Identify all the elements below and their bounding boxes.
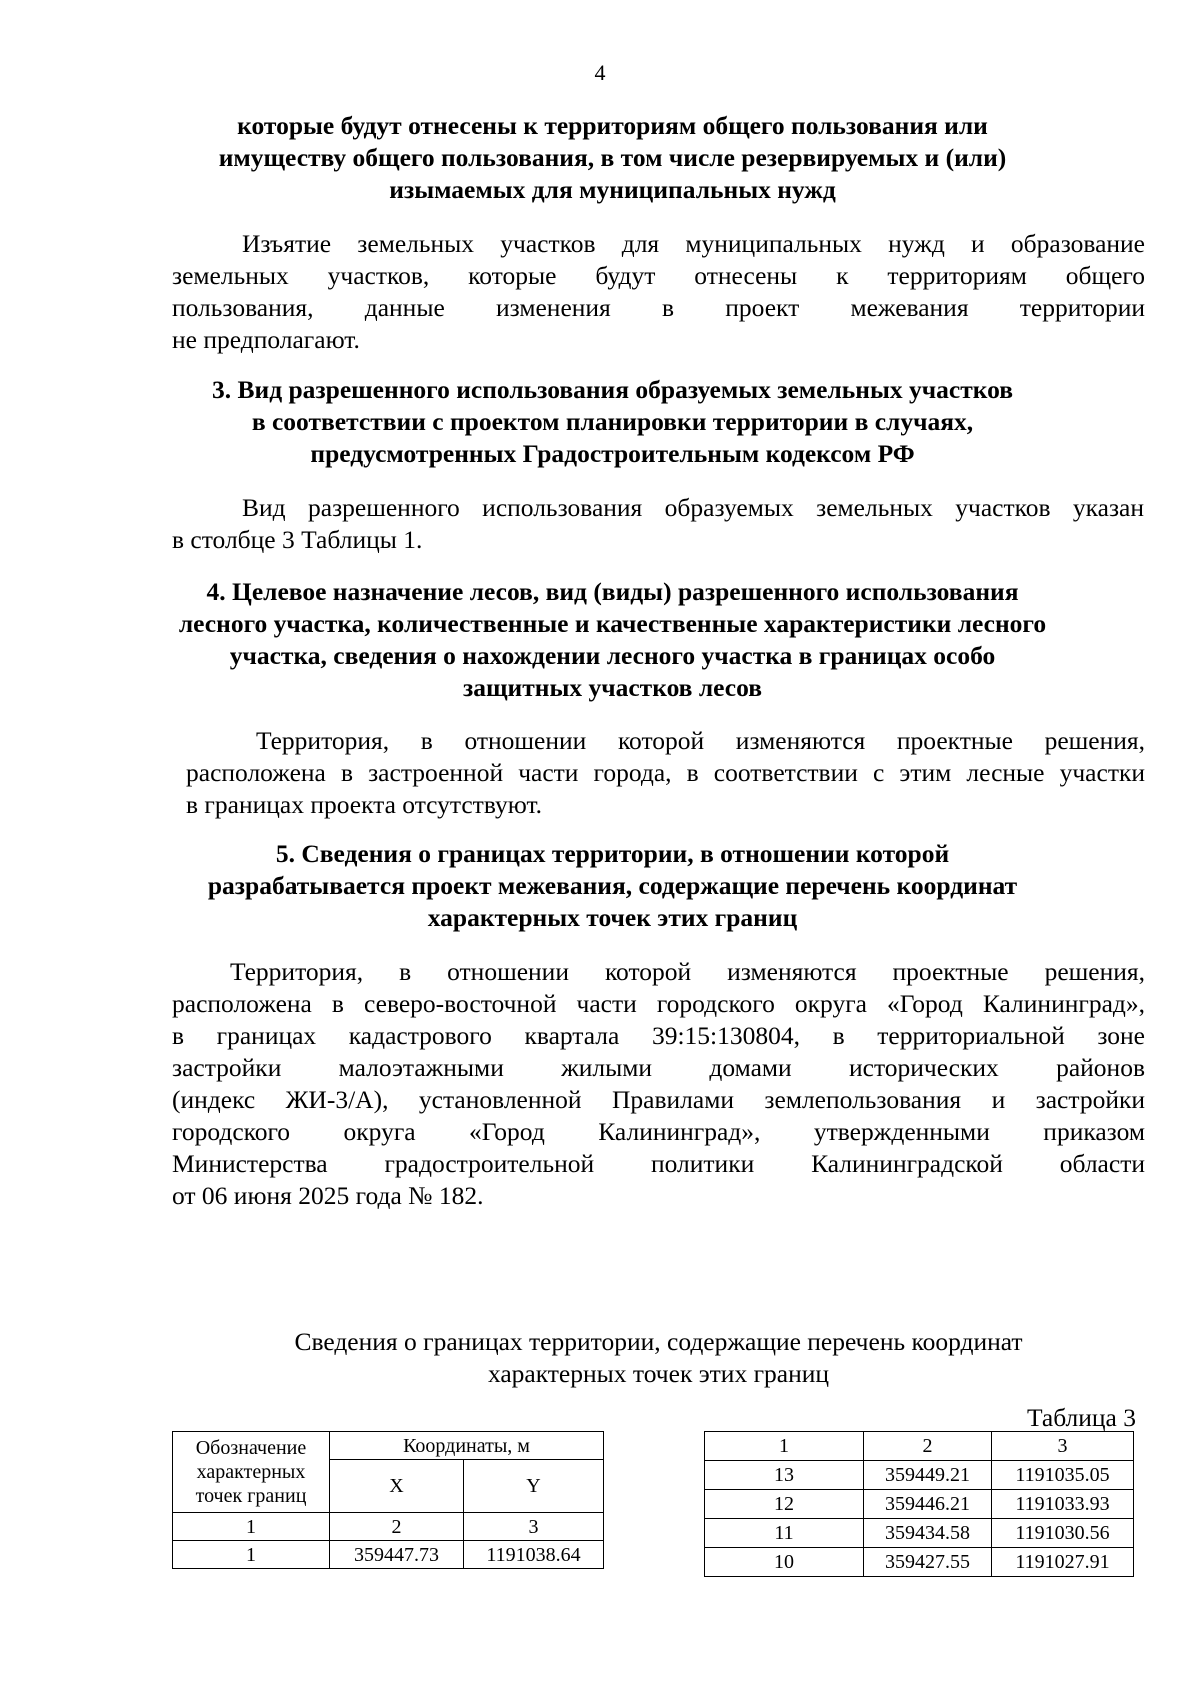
section-5-paragraph: [172, 956, 1145, 1212]
table-row: [173, 1541, 604, 1569]
y-value: 1191033.93: [992, 1490, 1134, 1519]
caption-line: характерных точек этих границ: [487, 1359, 830, 1388]
x-value: 359447.73: [330, 1541, 464, 1569]
y-value: 1191038.64: [464, 1541, 604, 1569]
point-id: 1: [173, 1541, 330, 1569]
table-row: [705, 1461, 1134, 1490]
section-4-paragraph: [186, 725, 1145, 821]
heading-line: разрабатывается проект межевания, содержащие перечень координат: [207, 871, 1018, 900]
point-id: 10: [705, 1548, 864, 1577]
header-y: Y: [464, 1460, 604, 1513]
point-id: 12: [705, 1490, 864, 1519]
column-number-row: [705, 1432, 1134, 1461]
header-line: точек границ: [195, 1485, 307, 1507]
x-value: 359427.55: [864, 1548, 992, 1577]
paragraph-line: Министерства градостроительной политики Калининградской области: [172, 1149, 1145, 1178]
point-id: 11: [705, 1519, 864, 1548]
column-number: 1: [173, 1513, 330, 1541]
column-number-row: [173, 1513, 604, 1541]
paragraph-line: от 06 июня 2025 года № 182.: [172, 1181, 484, 1210]
coordinates-table-left: [172, 1431, 604, 1569]
section-4-heading: [160, 576, 1065, 704]
paragraph-line: (индекс ЖИ-3/А), установленной Правилами землепользования и застройки: [172, 1085, 1145, 1114]
paragraph-line: земельных участков, которые будут отнесены к территориям общего: [172, 261, 1145, 290]
heading-line: 3. Вид разрешенного использования образуемых земельных участков: [212, 375, 1013, 404]
x-value: 359446.21: [864, 1490, 992, 1519]
paragraph-line: пользования, данные изменения в проект межевания территории: [172, 293, 1145, 322]
heading-line: характерных точек этих границ: [427, 903, 798, 932]
header-coordinates: Координаты, м: [330, 1432, 604, 1460]
table-row: [705, 1548, 1134, 1577]
paragraph-line: расположена в северо-восточной части городского округа «Город Калининград»,: [172, 989, 1145, 1018]
heading-line: которые будут отнесены к территориям общего пользования или: [237, 111, 988, 140]
y-value: 1191035.05: [992, 1461, 1134, 1490]
heading-line: 5. Сведения о границах территории, в отношении которой: [275, 839, 950, 868]
heading-line: имуществу общего пользования, в том числе резервируемых и (или): [218, 143, 1007, 172]
table-label: Таблица 3: [1026, 1403, 1136, 1432]
x-value: 359449.21: [864, 1461, 992, 1490]
column-number: 3: [464, 1513, 604, 1541]
heading-line: участка, сведения о нахождении лесного участка в границах особо: [229, 641, 996, 670]
paragraph-line: городского округа «Город Калининград», утвержденными приказом: [172, 1117, 1145, 1146]
section-3-paragraph: [172, 492, 1144, 556]
y-value: 1191030.56: [992, 1519, 1134, 1548]
caption-line: Сведения о границах территории, содержащие перечень координат: [294, 1327, 1023, 1356]
header-line: Обозначение: [195, 1437, 307, 1459]
table-header-row: [173, 1432, 604, 1460]
header-line: характерных: [196, 1461, 306, 1483]
y-value: 1191027.91: [992, 1548, 1134, 1577]
heading-line: предусмотренных Градостроительным кодексом РФ: [310, 439, 915, 468]
table-row: [705, 1519, 1134, 1548]
point-id: 13: [705, 1461, 864, 1490]
x-value: 359434.58: [864, 1519, 992, 1548]
column-number: 2: [864, 1432, 992, 1461]
paragraph-line: в границах кадастрового квартала 39:15:130804, в территориальной зоне: [172, 1021, 1145, 1050]
column-number: 2: [330, 1513, 464, 1541]
column-number: 3: [992, 1432, 1134, 1461]
page-number: 4: [594, 60, 606, 85]
table-row: [705, 1490, 1134, 1519]
header-designation: [173, 1432, 330, 1513]
section-2-paragraph: [172, 228, 1145, 356]
paragraph-line: Территория, в отношении которой изменяются проектные решения,: [256, 726, 1145, 755]
heading-line: 4. Целевое назначение лесов, вид (виды) разрешенного использования: [206, 577, 1019, 606]
table-caption: [172, 1326, 1145, 1390]
paragraph-line: Изъятие земельных участков для муниципальных нужд и образование: [242, 229, 1145, 258]
paragraph-line: Территория, в отношении которой изменяются проектные решения,: [230, 957, 1145, 986]
heading-line: лесного участка, количественные и качественные характеристики лесного: [178, 609, 1047, 638]
heading-line: изымаемых для муниципальных нужд: [389, 175, 836, 204]
section-3-heading: [160, 374, 1065, 470]
heading-line: в соответствии с проектом планировки территории в случаях,: [251, 407, 974, 436]
paragraph-line: в столбце 3 Таблицы 1.: [172, 525, 423, 554]
coordinates-table-right: [704, 1431, 1134, 1577]
section-5-heading: [160, 838, 1065, 934]
paragraph-line: не предполагают.: [172, 325, 360, 354]
heading-line: защитных участков лесов: [463, 673, 762, 702]
paragraph-line: расположена в застроенной части города, в соответствии с этим лесные участки: [186, 758, 1145, 787]
section-2-heading: [160, 110, 1065, 206]
column-number: 1: [705, 1432, 864, 1461]
paragraph-line: Вид разрешенного использования образуемых земельных участков указан: [242, 493, 1144, 522]
paragraph-line: в границах проекта отсутствуют.: [186, 790, 543, 819]
header-x: X: [330, 1460, 464, 1513]
paragraph-line: застройки малоэтажными жилыми домами исторических районов: [172, 1053, 1145, 1082]
